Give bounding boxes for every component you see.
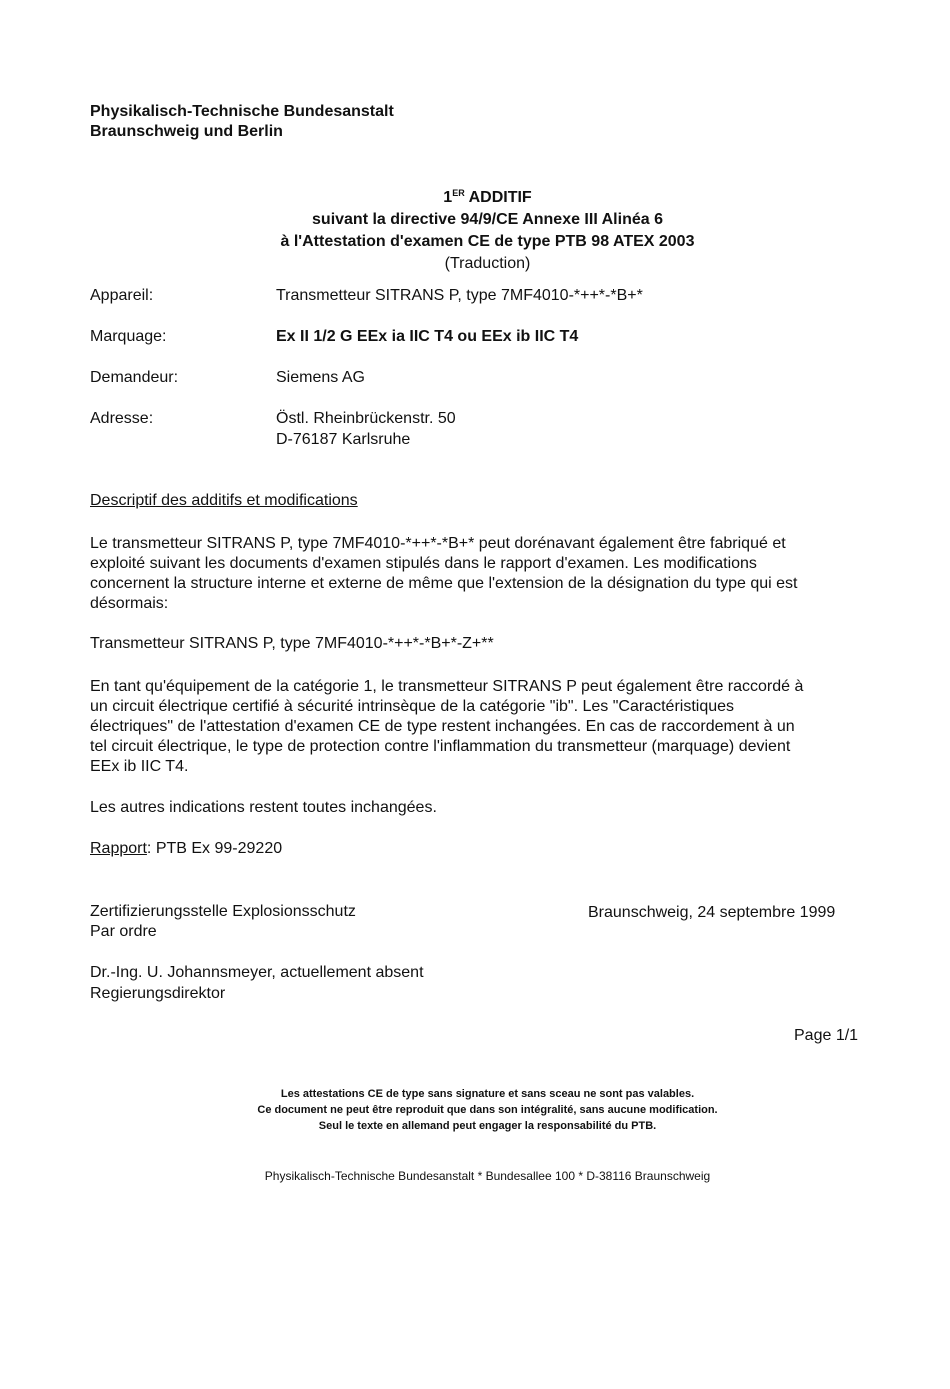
paragraph-line: exploité suivant les documents d'examen stipulés dans le rapport d'examen. Les modifications [90,555,757,572]
paragraph-line: un circuit électrique certifié à sécurité intrinsèque de la catégorie "ib". Les "Caractéristiques [90,698,735,715]
description-heading: Descriptif des additifs et modifications [90,492,358,509]
adresse-label: Adresse: [90,410,154,427]
adresse-line-1: Östl. Rheinbrückenstr. 50 [276,410,456,427]
marquage-value: Ex II 1/2 G EEx ia IIC T4 ou EEx ib IIC T4 [276,328,579,345]
demandeur-value: Siemens AG [276,369,365,386]
title-line-3: à l'Attestation d'examen CE de type PTB 98 ATEX 2003 [280,233,695,250]
paragraph-line: concernent la structure interne et externe de même que l'extension de la désignation du type qui est [90,575,798,592]
rapport-value: : PTB Ex 99-29220 [146,840,283,857]
issuer-location: Braunschweig und Berlin [90,123,283,140]
title-word: ADDITIF [468,189,532,206]
rapport-label: Rapport [90,840,147,857]
title-number: 1 [443,189,453,206]
appareil-label: Appareil: [90,287,154,304]
issuer-name: Physikalisch-Technische Bundesanstalt [90,103,394,120]
title-number-superscript: ER [452,188,465,198]
type-designation: Transmetteur SITRANS P, type 7MF4010-*++*-*B+*-Z+** [90,635,494,652]
footer-note-2: Ce document ne peut être reproduit que dans son intégralité, sans aucune modification. [257,1104,718,1116]
description-paragraph-1 [90,534,880,614]
rapport-line [90,839,880,859]
footer-note-3: Seul le texte en allemand peut engager la responsabilité du PTB. [318,1120,657,1132]
document-title [0,182,950,275]
demandeur-label: Demandeur: [90,369,179,386]
marquage-label: Marquage: [90,328,167,345]
certification-office: Zertifizierungsstelle Explosionsschutz [90,903,356,920]
page-number: Page 1/1 [794,1027,859,1044]
description-paragraph-2 [90,677,880,777]
title-line-2: suivant la directive 94/9/CE Annexe III Alinéa 6 [312,211,663,228]
footer-note-1: Les attestations CE de type sans signature et sans sceau ne sont pas valables. [280,1088,695,1100]
description-paragraph-3: Les autres indications restent toutes inchangées. [90,799,437,816]
footer-address: Physikalisch-Technische Bundesanstalt * Bundesallee 100 * D-38116 Braunschweig [264,1169,711,1183]
paragraph-line: Le transmetteur SITRANS P, type 7MF4010-*++*-*B+* peut dorénavant également être fabriqué et [90,535,786,552]
par-ordre: Par ordre [90,923,157,940]
paragraph-line: désormais: [90,595,169,612]
paragraph-line: En tant qu'équipement de la catégorie 1, le transmetteur SITRANS P peut également être raccordé à [90,678,804,695]
place-date: Braunschweig, 24 septembre 1999 [588,904,836,921]
title-translation-note: (Traduction) [444,255,531,272]
paragraph-line: électriques" de l'attestation d'examen CE de type restent inchangées. En cas de raccordement à un [90,718,795,735]
paragraph-line: tel circuit électrique, le type de protection contre l'inflammation du transmetteur (marquage) devient [90,738,791,755]
signatory-name: Dr.-Ing. U. Johannsmeyer, actuellement absent [90,964,424,981]
paragraph-line: EEx ib IIC T4. [90,758,189,775]
appareil-value: Transmetteur SITRANS P, type 7MF4010-*++*-*B+* [276,287,643,304]
signatory-position: Regierungsdirektor [90,985,226,1002]
title-line-1 [0,182,950,209]
adresse-line-2: D-76187 Karlsruhe [276,431,411,448]
